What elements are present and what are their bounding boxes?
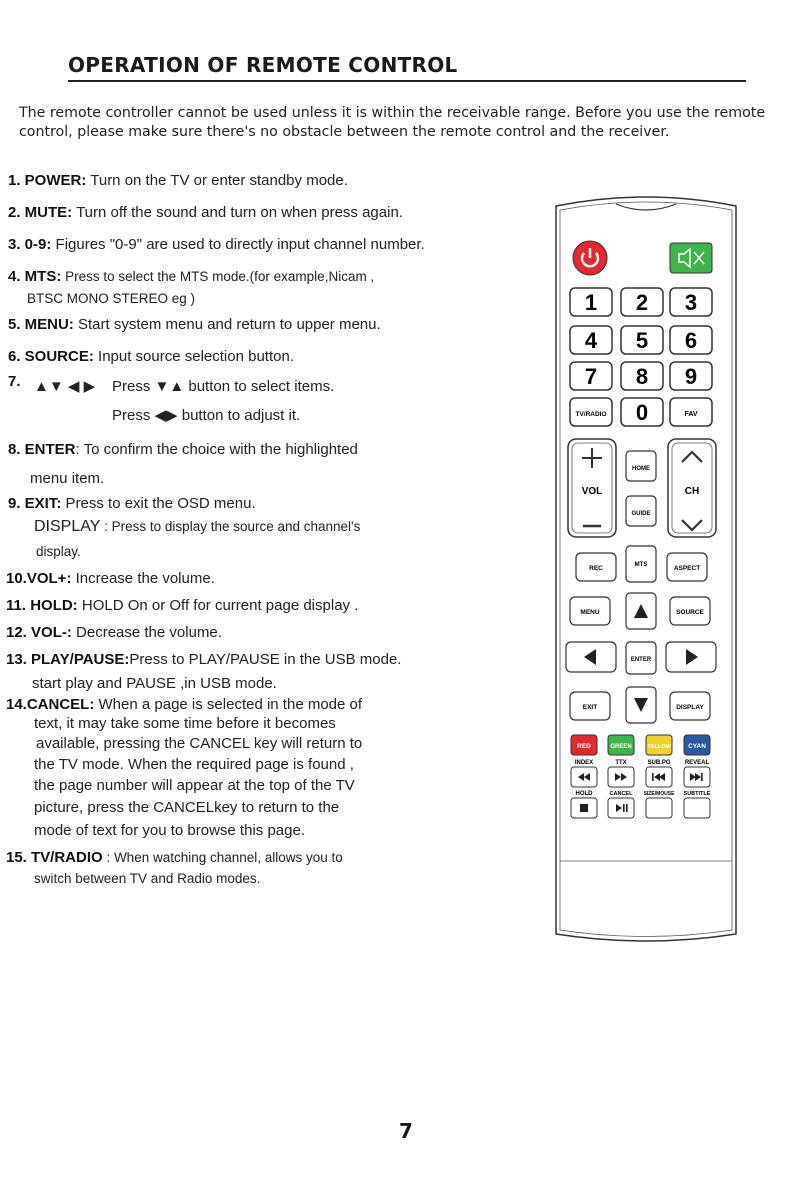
vol-label: VOL — [581, 486, 603, 497]
yellow-button[interactable] — [646, 735, 672, 755]
item-digits — [8, 236, 425, 254]
item-text: Increase the volume. — [71, 570, 215, 587]
item-label: 6. SOURCE: — [8, 348, 94, 365]
reveal-label: REVEAL — [684, 760, 710, 766]
mute-button[interactable] — [670, 243, 712, 273]
item-text: Start system menu and return to upper menu. — [73, 316, 381, 333]
item-label: 5. MENU: — [8, 316, 74, 333]
svg-text:HOME: HOME — [632, 466, 650, 472]
item-vol-plus — [6, 570, 215, 588]
item-play-pause-line2: start play and PAUSE ,in USB mode. — [32, 675, 277, 692]
item-label: 1. POWER: — [8, 172, 87, 189]
item-enter-line2: menu item. — [30, 470, 105, 487]
size-mouse-label: SIZE/MOUSE — [643, 791, 675, 797]
digit-key: 9 — [684, 364, 698, 389]
item-text: HOLD On or Off for current page display . — [77, 597, 359, 614]
remote-control-illustration — [546, 196, 746, 951]
index-label: INDEX — [574, 760, 594, 766]
item-label: 11. HOLD: — [6, 597, 78, 614]
svg-text:REC: REC — [589, 565, 603, 572]
item-menu — [8, 316, 381, 334]
item-vol-minus — [6, 624, 222, 642]
svg-text:MTS: MTS — [634, 562, 648, 568]
source-button[interactable] — [670, 597, 710, 625]
item-text: Decrease the volume. — [71, 624, 222, 641]
volume-rocker[interactable] — [568, 439, 616, 537]
digit-key: 3 — [684, 290, 698, 315]
svg-text:GREEN: GREEN — [610, 744, 632, 750]
home-button[interactable] — [626, 451, 656, 481]
item-cancel-line: the page number will appear at the top of the TV — [34, 777, 355, 794]
item-text: : Press to display the source and channel's — [100, 519, 361, 534]
mts-button[interactable] — [626, 546, 656, 582]
item-label: 3. 0-9: — [8, 236, 52, 253]
item-text: Figures "0-9" are used to directly input channel number. — [51, 236, 425, 253]
item-label: 7. — [8, 373, 21, 390]
item-display — [34, 518, 360, 536]
svg-text:YELLOW: YELLOW — [647, 744, 671, 750]
red-button[interactable] — [571, 735, 597, 755]
item-label: 8. ENTER — [8, 441, 76, 458]
power-button[interactable] — [573, 241, 607, 275]
item-cancel — [6, 696, 362, 714]
svg-text:GUIDE: GUIDE — [631, 511, 651, 517]
item-mts-line2: BTSC MONO STEREO eg ) — [27, 291, 196, 306]
item-display-line2: display. — [36, 544, 81, 559]
enter-button[interactable] — [626, 642, 656, 674]
rewind-button[interactable] — [571, 767, 597, 787]
fast-forward-button[interactable] — [608, 767, 634, 787]
digit-key: 0 — [635, 400, 649, 425]
item-text: Turn on the TV or enter standby mode. — [86, 172, 348, 189]
digit-key: 1 — [584, 290, 598, 315]
item-text: Press to exit the OSD menu. — [61, 495, 256, 512]
hold-label: HOLD — [575, 791, 593, 797]
item-text: Press to select the MTS mode.(for example,Nicam , — [61, 269, 375, 284]
item-cancel-line: the TV mode. When the required page is found , — [34, 756, 354, 773]
item-arrows-text2: Press ◀▶ button to adjust it. — [112, 407, 301, 424]
cyan-button[interactable] — [684, 735, 710, 755]
display-button[interactable] — [670, 692, 710, 720]
ch-label: CH — [684, 486, 700, 497]
page-number: 7 — [399, 1119, 413, 1143]
item-cancel-line: picture, press the CANCELkey to return to the — [34, 799, 340, 816]
item-cancel-line: text, it may take some time before it becomes — [34, 715, 336, 732]
intro-line-2: control, please make sure there's no obstacle between the remote control and the receiver. — [19, 124, 670, 140]
item-arrows-keys: ▲▼ ◀ ▶ — [34, 378, 96, 395]
guide-button[interactable] — [626, 496, 656, 526]
ttx-label: TTX — [615, 760, 627, 766]
subtitle-button[interactable] — [684, 798, 710, 818]
digit-key: 7 — [584, 364, 598, 389]
digit-key: 5 — [635, 328, 649, 353]
item-hold — [6, 597, 358, 615]
menu-button[interactable] — [570, 597, 610, 625]
item-label: 15. TV/RADIO — [6, 849, 103, 866]
item-tv-radio — [6, 849, 343, 867]
item-source — [8, 348, 294, 366]
cancel-label: CANCEL — [609, 791, 633, 797]
item-play-pause — [6, 651, 401, 669]
svg-text:SOURCE: SOURCE — [676, 609, 704, 616]
title-underline — [68, 80, 746, 82]
item-text: When a page is selected in the mode of — [94, 696, 363, 713]
svg-text:ENTER: ENTER — [630, 657, 652, 663]
intro-line-1: The remote controller cannot be used unless it is within the receivable range. Before you use the remote — [19, 105, 766, 121]
item-label: 4. MTS: — [8, 268, 62, 285]
digit-key: 2 — [635, 290, 649, 315]
item-label: 10.VOL+: — [6, 570, 72, 587]
item-label: 2. MUTE: — [8, 204, 73, 221]
item-text: Input source selection button. — [93, 348, 294, 365]
item-label: 14.CANCEL: — [6, 696, 95, 713]
svg-text:MENU: MENU — [580, 609, 600, 616]
next-button[interactable] — [684, 767, 710, 787]
item-exit — [8, 495, 256, 513]
left-arrow-button[interactable] — [566, 642, 616, 672]
item-tv-radio-line2: switch between TV and Radio modes. — [34, 871, 261, 886]
item-cancel-line: available, pressing the CANCEL key will return to — [36, 735, 363, 752]
item-mts — [8, 268, 374, 286]
down-arrow-button[interactable] — [626, 687, 656, 723]
svg-text:EXIT: EXIT — [582, 704, 598, 711]
item-label: 13. PLAY/PAUSE: — [6, 651, 130, 668]
up-arrow-button[interactable] — [626, 593, 656, 629]
subtitle-label: SUBTITLE — [683, 791, 711, 797]
green-button[interactable] — [608, 735, 634, 755]
size-mouse-button[interactable] — [646, 798, 672, 818]
digit-key: 8 — [635, 364, 649, 389]
fav-key: FAV — [684, 411, 698, 418]
right-arrow-button[interactable] — [666, 642, 716, 672]
item-text: : When watching channel, allows you to — [102, 850, 343, 865]
item-arrows-text: Press ▼▲ button to select items. — [112, 378, 335, 395]
svg-text:DISPLAY: DISPLAY — [676, 704, 704, 711]
subpg-label: SUB.PG — [647, 760, 671, 766]
item-arrows — [8, 373, 21, 391]
svg-text:CYAN: CYAN — [688, 743, 706, 750]
item-label: DISPLAY — [34, 518, 101, 535]
tv-radio-key: TV/RADIO — [575, 411, 607, 418]
item-text: : To confirm the choice with the highlighted — [75, 441, 358, 458]
previous-button[interactable] — [646, 767, 672, 787]
intro-paragraph — [19, 104, 809, 142]
stop-button[interactable] — [571, 798, 597, 818]
item-label: 9. EXIT: — [8, 495, 62, 512]
play-pause-button[interactable] — [608, 798, 634, 818]
item-mute — [8, 204, 403, 222]
page-title: OPERATION OF REMOTE CONTROL — [68, 53, 458, 77]
channel-rocker[interactable] — [668, 439, 716, 537]
rec-button[interactable] — [576, 553, 616, 581]
item-cancel-line: mode of text for you to browse this page. — [34, 822, 305, 839]
item-label: 12. VOL-: — [6, 624, 72, 641]
exit-button[interactable] — [570, 692, 610, 720]
item-text: Turn off the sound and turn on when press again. — [72, 204, 403, 221]
digit-key: 6 — [684, 328, 698, 353]
digit-key: 4 — [584, 328, 598, 353]
item-enter — [8, 441, 358, 459]
item-power — [8, 172, 348, 190]
item-text: Press to PLAY/PAUSE in the USB mode. — [129, 651, 402, 668]
svg-text:RED: RED — [577, 743, 591, 750]
aspect-button[interactable] — [667, 553, 707, 581]
svg-text:ASPECT: ASPECT — [673, 565, 701, 572]
